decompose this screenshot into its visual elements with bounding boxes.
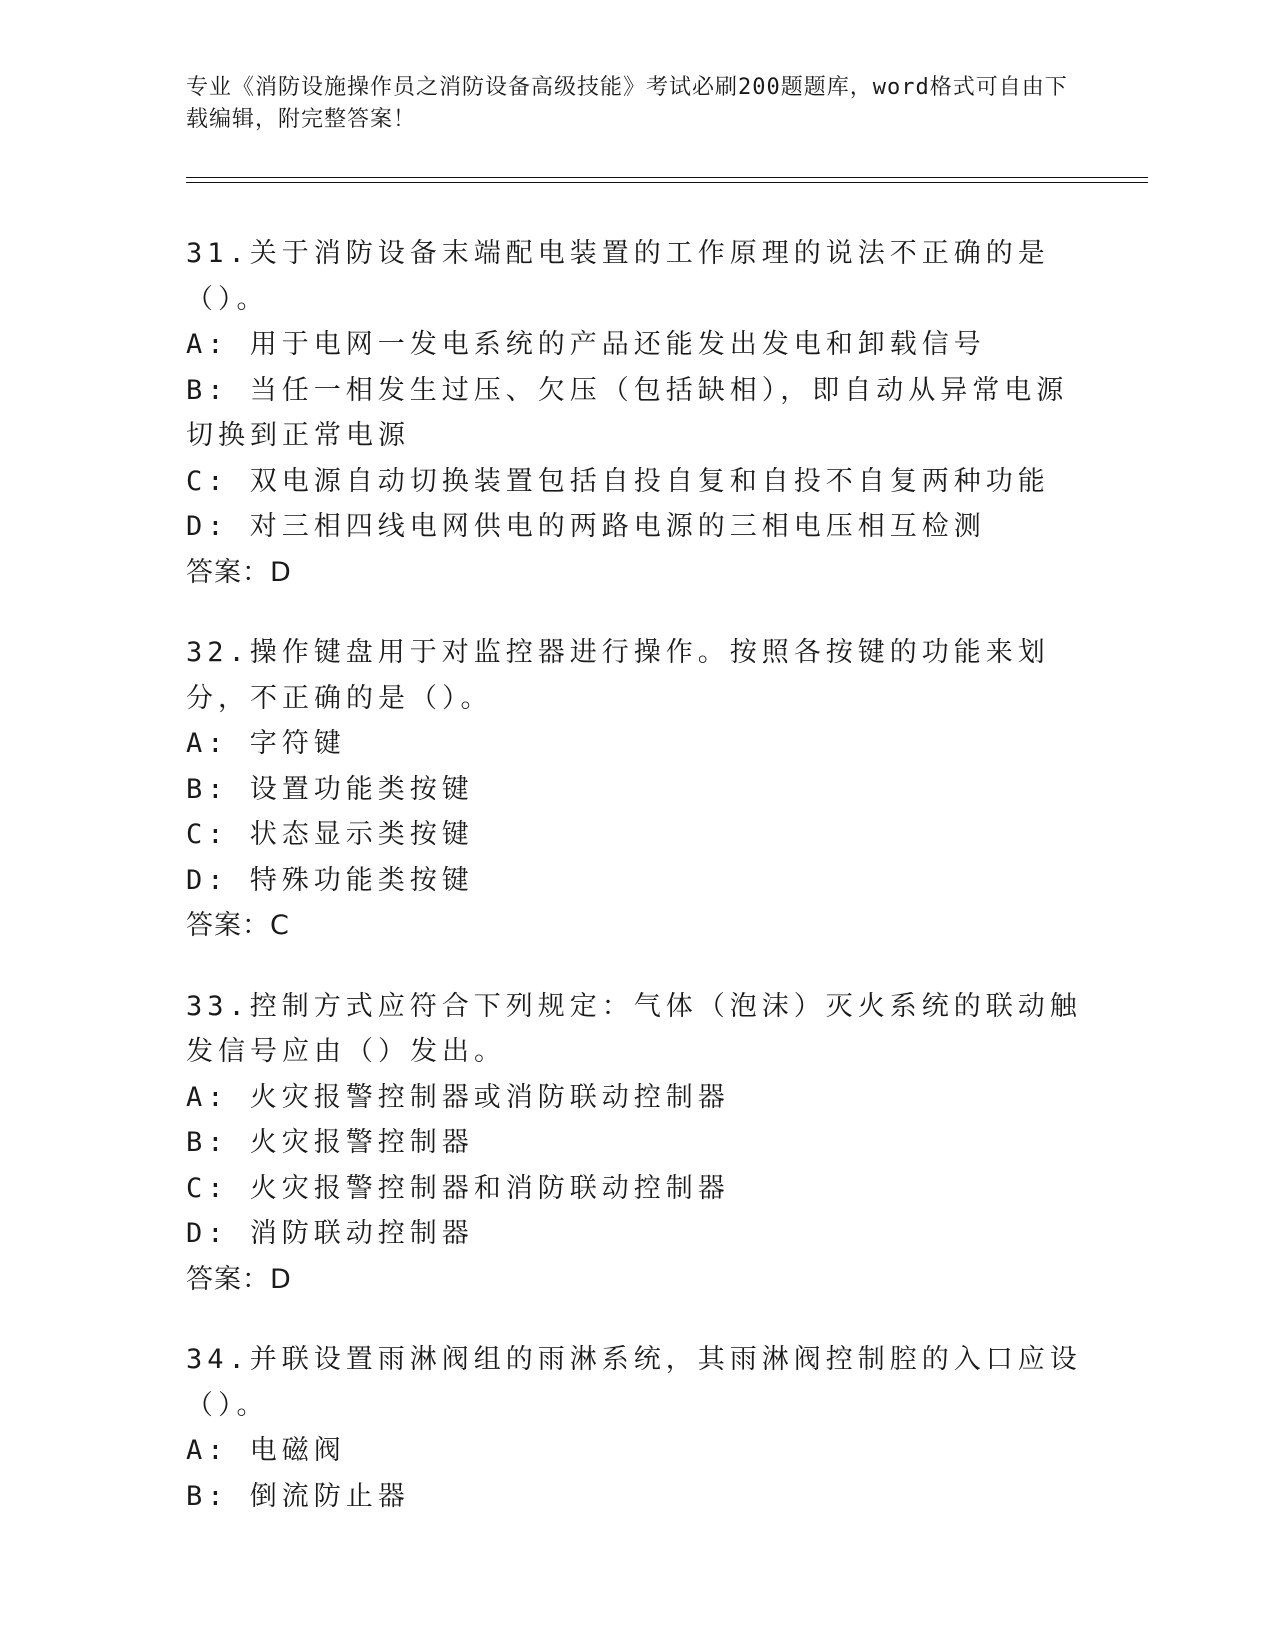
question-stem: 33.控制方式应符合下列规定：气体（泡沫）灭火系统的联动触发信号应由（）发出。 [186, 990, 1082, 1067]
question-32 [186, 630, 1086, 949]
option-b: B: 当任一相发生过压、欠压（包括缺相），即自动从异常电源切换到正常电源 [186, 374, 1069, 451]
answer-label: 答案：D [186, 556, 292, 588]
question-stem: 31.关于消防设备末端配电装置的工作原理的说法不正确的是（）。 [186, 238, 1050, 315]
option-a: A: 用于电网一发电系统的产品还能发出发电和卸载信号 [186, 329, 986, 360]
option-d: D: 消防联动控制器 [186, 1218, 474, 1249]
document-header: 专业《消防设施操作员之消防设备高级技能》考试必刷200题题库，word格式可自由下载编辑，附完整答案！ [186, 75, 1068, 132]
option-c: C: 双电源自动切换装置包括自投自复和自投不自复两种功能 [186, 465, 1050, 497]
question-stem: 34.并联设置雨淋阀组的雨淋系统，其雨淋阀控制腔的入口应设（）。 [186, 1344, 1082, 1421]
option-a: A: 火灾报警控制器或消防联动控制器 [186, 1081, 730, 1113]
answer-label: 答案：C [186, 910, 290, 941]
question-list [186, 231, 1086, 1554]
option-d: D: 对三相四线电网供电的两路电源的三相电压相互检测 [186, 511, 986, 542]
header-divider-top [186, 177, 1148, 178]
option-a: A: 字符键 [186, 728, 346, 759]
option-b: B: 火灾报警控制器 [186, 1127, 474, 1158]
option-a: A: 电磁阀 [186, 1435, 346, 1466]
question-34 [186, 1337, 1086, 1519]
question-31 [186, 231, 1086, 595]
option-c: C: 火灾报警控制器和消防联动控制器 [186, 1172, 730, 1204]
answer-label: 答案：D [186, 1263, 292, 1295]
option-c: C: 状态显示类按键 [186, 819, 474, 850]
question-stem: 32.操作键盘用于对监控器进行操作。按照各按键的功能来划分，不正确的是（）。 [186, 637, 1050, 714]
question-33 [186, 984, 1086, 1303]
option-b: B: 设置功能类按键 [186, 773, 474, 805]
option-b: B: 倒流防止器 [186, 1480, 410, 1512]
header-divider-bottom [186, 182, 1148, 183]
option-d: D: 特殊功能类按键 [186, 864, 474, 896]
